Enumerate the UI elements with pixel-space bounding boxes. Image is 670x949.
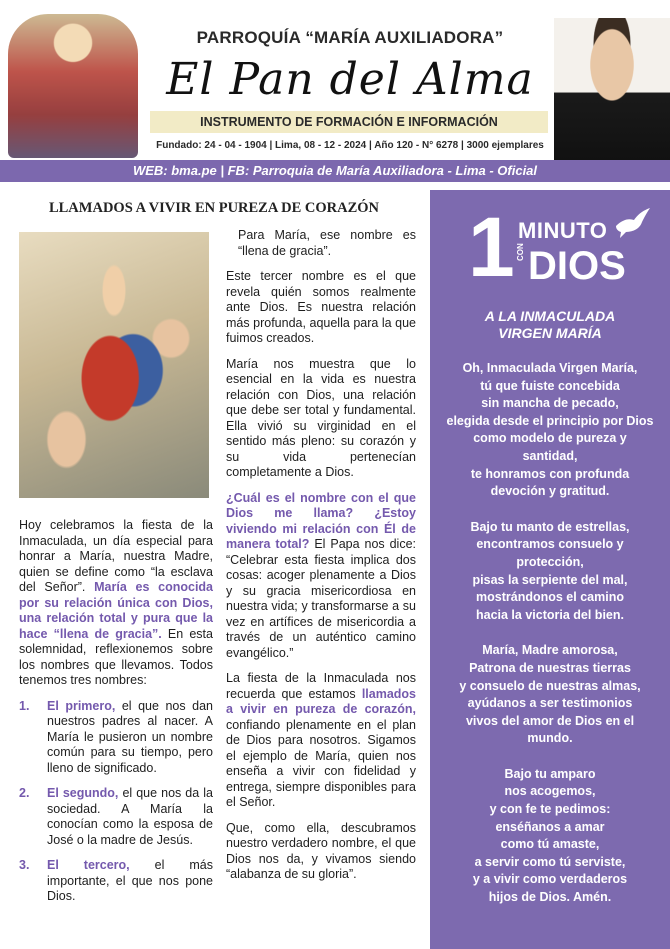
article-title: LLAMADOS A VIVIR EN PUREZA DE CORAZÓN (48, 200, 380, 216)
prayer-line: santidad, (522, 448, 578, 463)
prayer-line: te honramos con profunda (470, 466, 630, 481)
masthead (0, 0, 670, 160)
prayer-line: elegida desde el principio por Dios (446, 413, 654, 428)
prayer-line: y a vivir como verdaderos (472, 872, 628, 887)
publication-info: Fundado: 24 - 04 - 1904 | Lima, 08 - 12 - 2024 | Año 120 - N° 6278 | 3000 ejemplares (156, 140, 544, 151)
newsletter-logo: El Pan del Alma (166, 54, 534, 105)
intro-paragraph (19, 518, 213, 689)
list-number: 3. (19, 858, 30, 872)
paragraph-text: La fiesta de la Inmaculada nos recuerda que estamos (226, 671, 416, 701)
reflection-question: ¿Cuál es el nombre con el que Dios me llama? ¿Estoy viviendo mi relación con Él de manera total? (226, 490, 416, 551)
prayer-line: nos acogemos, (504, 784, 596, 799)
saint-portrait-image (554, 18, 670, 160)
web-bar: WEB: bma.pe | FB: Parroquia de María Auxiliadora - Lima - Oficial (0, 160, 670, 182)
paragraph-highlight: llamados a vivir en pureza de corazón, (226, 686, 416, 716)
prayer-line: y consuelo de nuestras almas, (459, 678, 641, 693)
logo-con: CON (516, 243, 525, 261)
list-number: 1. (19, 698, 30, 713)
prayer-line: devoción y gratitud. (490, 484, 610, 499)
prayer-line: Bajo tu amparo (504, 766, 596, 781)
prayer-line: María, Madre amorosa, (482, 643, 618, 658)
prayer-stanza (436, 766, 664, 907)
list-item (19, 858, 213, 905)
prayer-line: Patrona de nuestras tierras (469, 660, 631, 675)
dove-icon (612, 206, 652, 240)
prayer-line: hacia la victoria del bien. (476, 607, 624, 622)
prayer-line: mundo. (527, 731, 573, 746)
immaculate-painting-image (19, 232, 209, 498)
prayer-line: encontramos consuelo y (476, 537, 624, 552)
list-text: el que nos dan nuestros padres al nacer. A María le pusieron un nombre común para su tiempo, pero lleno de significado. (47, 698, 213, 775)
paragraph: Para María, ese nombre es “llena de gracia”. (238, 228, 416, 258)
minuto-con-dios-logo (464, 200, 644, 296)
prayer-stanza (436, 642, 664, 748)
paragraph: Este tercer nombre es el que revela quién somos realmente ante Dios. Es nuestra relación más profunda, aquella para la que fuimos creados. (226, 269, 416, 345)
prayer-line: vivos del amor de Dios en el (465, 713, 635, 728)
paragraph-text-end: confiando plenamente en el plan de Dios para nosotros. Sigamos el ejemplo de María, quien nos enseña a vivir con fidelidad y entrega, siempre disponibles para el Señor. (226, 717, 416, 809)
prayer-title-line: A LA INMACULADA (484, 308, 616, 324)
intro-text-end: En esta solemnidad, reflexionemos sobre los nombres que llevamos. Todos tenemos tres nombres: (19, 626, 213, 687)
prayer-text (436, 360, 664, 925)
paragraph: María nos muestra que lo esencial en la vida es nuestra relación con Dios, una relación que debe ser total y fundamental. Ella vivió su virginidad en el sentido más pleno: su corazón y su vida pertenecían completamente a Dios. (226, 356, 416, 479)
list-lead: El segundo, (47, 786, 119, 800)
logo-dios: DIOS (528, 244, 626, 288)
prayer-stanza (436, 360, 664, 501)
pope-quote: El Papa nos dice: “Celebrar esta fiesta implica dos cosas: acoger plenamente a Dios y su gracia misericordiosa en nuestra vida; y transformarse a su vez en artífices de misericordia a través de un auténtico camino evangélico.” (226, 537, 416, 660)
tagline: INSTRUMENTO DE FORMACIÓN E INFORMACIÓN (150, 111, 548, 133)
prayer-line: ayúdanos a ser testimonios (467, 696, 633, 711)
prayer-line: y con fe te pedimos: (489, 802, 611, 817)
virgin-mary-image (8, 14, 138, 158)
prayer-line: sin mancha de pecado, (481, 396, 619, 411)
paragraph (226, 671, 416, 811)
minute-with-god-panel (430, 190, 670, 949)
prayer-line: como tú amaste, (500, 837, 600, 852)
intro-highlight: María es conocida por su relación única con Dios, una relación total y pura que la hace “llena de gracia”. (19, 580, 213, 641)
prayer-line: como modelo de pureza y (473, 431, 627, 446)
list-lead: El primero, (47, 698, 116, 713)
prayer-line: tú que fuiste concebida (480, 378, 620, 393)
names-list (19, 699, 213, 905)
logo-number: 1 (468, 200, 515, 294)
article-left-column (19, 518, 213, 915)
list-item (19, 699, 213, 777)
prayer-line: pisas la serpiente del mal, (472, 572, 628, 587)
article-middle-column (226, 228, 416, 893)
prayer-line: a servir como tú serviste, (474, 854, 626, 869)
prayer-stanza (436, 519, 664, 625)
prayer-line: Bajo tu manto de estrellas, (470, 519, 630, 534)
closing-paragraph: Que, como ella, descubramos nuestro verdadero nombre, el que Dios nos da, y vivamos siendo “alabanza de su gloria”. (226, 820, 416, 881)
list-item (19, 786, 213, 848)
logo-minuto: MINUTO (518, 218, 608, 243)
paragraph (226, 491, 416, 662)
intro-text: Hoy celebramos la fiesta de la Inmaculada, un día especial para honrar a María, nuestra Madre, quien se define como “la esclava del Señor”. (19, 518, 213, 594)
prayer-line: hijos de Dios. Amén. (488, 890, 612, 905)
prayer-line: protección, (516, 554, 584, 569)
list-text: el que nos da la sociedad. A María la conocían como la esposa de José o la madre de Jesús. (47, 786, 213, 847)
prayer-title-line: VIRGEN MARÍA (498, 325, 602, 341)
prayer-line: mostrándonos el camino (476, 590, 624, 605)
prayer-line: enséñanos a amar (495, 819, 605, 834)
list-lead: El tercero, (47, 858, 130, 872)
list-text: el más importante, el que nos pone Dios. (47, 858, 214, 903)
list-number: 2. (19, 786, 30, 800)
prayer-title (430, 308, 670, 342)
prayer-line: Oh, Inmaculada Virgen María, (462, 361, 638, 375)
parish-name: PARROQUÍA “MARÍA AUXILIADORA” (196, 28, 504, 47)
